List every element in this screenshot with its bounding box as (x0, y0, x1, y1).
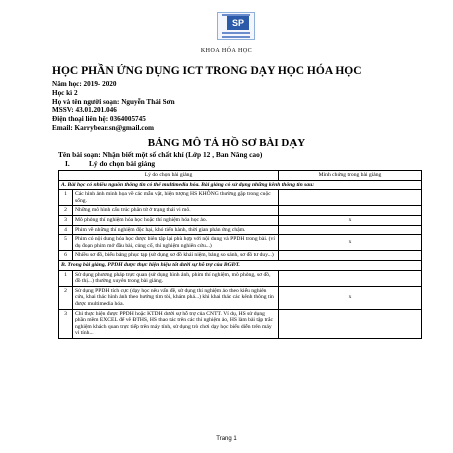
column-header-evidence: Minh chứng trong bài giảng (279, 171, 422, 181)
logo-stripe (222, 36, 250, 38)
row-reason: Mô phỏng thí nghiệm hóa học hoặc thí nghiệm hóa học ảo. (73, 215, 279, 225)
row-reason: Những mô hình cấu trúc phân tử ở trạng thái vi mô. (73, 206, 279, 216)
row-reason: Sử dụng PPDH tích cực (dạy học nêu vấn đề, sử dụng thí nghiệm ảo theo kiểu nghiên cứu, khai thác hình ảnh theo hướng tìm tòi, khám phá...) khi khai thác các kênh thông tin được multimedia hóa. (73, 286, 279, 309)
row-evidence-mark (279, 225, 422, 235)
row-evidence-mark (279, 309, 422, 338)
row-number: 1 (59, 270, 73, 286)
section-heading (65, 159, 155, 168)
university-logo (217, 12, 255, 40)
row-number: 1 (59, 190, 73, 206)
section-row-a (59, 180, 422, 190)
course-title: HỌC PHẦN ỨNG DỤNG ICT TRONG DẠY HỌC HÓA HỌC (52, 65, 362, 77)
table-row (59, 251, 422, 261)
row-reason: Các hình ảnh minh họa về các mẫu vật, hiện tượng HS KHÔNG thường gặp trong cuộc sống. (73, 190, 279, 206)
row-number: 4 (59, 225, 73, 235)
lesson-name: Tên bài soạn: Nhận biết một số chất khí (Lớp 12 , Ban Nâng cao) (58, 150, 263, 159)
phone: Điện thoại liên hệ: 0364005745 (52, 115, 146, 124)
row-evidence-mark (279, 190, 422, 206)
row-reason: Sử dụng phương pháp trực quan (sử dụng hình ảnh, phim thí nghiệm, mô phỏng, sơ đồ, đồ thị...) thường xuyên trong bài giảng. (73, 270, 279, 286)
row-evidence-mark (279, 251, 422, 261)
row-evidence-mark (279, 270, 422, 286)
lesson-profile-table (58, 170, 422, 339)
row-reason: Phim có nội dung hóa học được biên tập lại phù hợp với nội dung và PPDH trong bài. (ví dụ đoạn phim mở đầu bài, củng cố, thí nghiệm nghiên cứu...) (73, 235, 279, 251)
section-number: I. (65, 159, 70, 168)
row-evidence-mark: x (279, 235, 422, 251)
author-info (52, 80, 175, 133)
section-a-heading: A. Bài học có nhiều nguồn thông tin có thể multimedia hóa. Bài giảng có sử dụng những kênh thông tin sau: (59, 180, 422, 190)
row-number: 6 (59, 251, 73, 261)
table-row (59, 215, 422, 225)
section-row-b (59, 260, 422, 270)
semester: Học kì 2 (52, 88, 78, 97)
table-row (59, 225, 422, 235)
section-label: Lý do chọn bài giảng (89, 159, 156, 168)
faculty-name: KHOA HÓA HỌC (200, 48, 253, 54)
row-evidence-mark (279, 206, 422, 216)
school-year: Năm học: 2019- 2020 (52, 80, 117, 88)
student-id: MSSV: 43.01.201.046 (52, 106, 117, 115)
row-number: 3 (59, 309, 73, 338)
row-reason: Phim về những thí nghiệm độc hại, khó tiến hành, thời gian phản ứng chậm. (73, 225, 279, 235)
row-number: 5 (59, 235, 73, 251)
section-b-heading: B. Trong bài giảng, PPDH được thực hiện hiệu tốt dưới sự hỗ trợ của BGĐT. (59, 260, 422, 270)
table-title: BẢNG MÔ TẢ HỒ SƠ BÀI DẠY (147, 137, 306, 149)
table-row (59, 270, 422, 286)
table-row (59, 206, 422, 216)
table-row (59, 286, 422, 309)
logo-stripe (222, 32, 250, 34)
table-row (59, 235, 422, 251)
column-header-reason: Lý do chọn bài giảng (59, 171, 279, 181)
row-evidence-mark: x (279, 215, 422, 225)
table-row (59, 190, 422, 206)
row-number: 2 (59, 206, 73, 216)
row-reason: Chỉ thực hiện được PPDH hoặc KTDH dưới sự hỗ trợ của CNTT. Ví dụ, HS sử dụng phần mềm EXCEL để vẽ ĐTHS, HS thao tác trên các thí nghiệm ảo, HS làm bài tập trắc nghiệm khách quan trực tiếp trên máy tính, sử dụng trò chơi dạy học biểu diễn trên máy vi tính... (73, 309, 279, 338)
table-row (59, 309, 422, 338)
author-name: Họ và tên người soạn: Nguyễn Thái Sơn (52, 97, 175, 106)
page-number: Trang 1 (216, 436, 237, 442)
email: Email: Karrybear.sn@gmail.com (52, 123, 155, 132)
logo-text: SP (227, 16, 249, 30)
table-header-row (59, 171, 422, 181)
row-reason: Nhiều sơ đồ, biểu bảng phục tạp (sử dụng sơ đồ khái niệm, bảng so sánh, sơ đồ tư duy...) (73, 251, 279, 261)
row-number: 3 (59, 215, 73, 225)
row-number: 2 (59, 286, 73, 309)
row-evidence-mark: x (279, 286, 422, 309)
